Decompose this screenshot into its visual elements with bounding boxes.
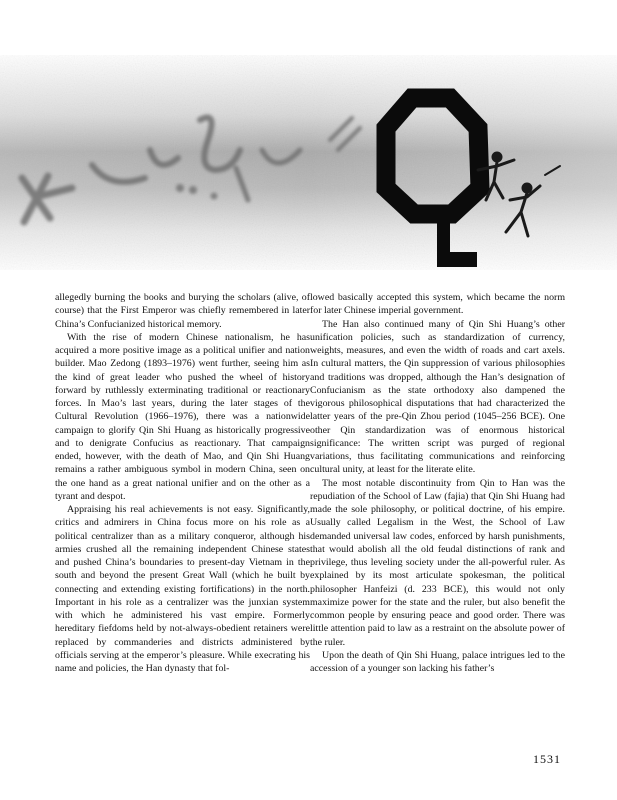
page-number: 1531 xyxy=(533,752,561,766)
paragraph: Appraising his real achievements is not easy. Significantly, critics and admirers in China focus more on his role as a political centralizer than as a military conqueror, although his armies crushed all the remaining independent Chinese states and pushed China’s boundaries to present-day Vietnam in the south and beyond the present Great Wall (which he built by connecting and extending existing fortifications) in the north. Important in his role as a centralizer was the junxian system with which he administered his vast empire. Formerly hereditary fiefdoms held by not-always-obedient retainers were replaced by commanderies and districts administered by officials serving at the emperor’s pleasure. While execrating his name and policies, the Han dynasty that fol- xyxy=(55,504,310,674)
paragraph: The most notable discontinuity from Qin to Han was the repudiation of the School of Law (fajia) that Qin Shi Huang had made the sole philosophy, or political doctrine, of his empire. Usually called Legalism in the West, the School of Law demanded universal law codes, enforced by harsh punishments, that would abolish all the old feudal distinctions of rank and privilege, thus leveling society under the all-powerful ruler. As explained by its most articulate spokesman, the political philosopher Hanfeizi (d. 233 BCE), this would not only maximize power for the state and the ruler, but also benefit the common people by ensuring peace and good order. There was little attention paid to law as a restraint on the absolute power of the ruler. xyxy=(310,477,565,648)
paragraph: lowed basically accepted this system, which became the norm for later Chinese imperial government. xyxy=(310,292,565,317)
header-banner-illustration xyxy=(0,0,617,272)
paragraph: The Han also continued many of Qin Shi Huang’s other unification policies, such as standardization of currency, weights, measures, and even the width of roads and cart axels. In cultural matters, the Qin suppression of various philosophies and traditions was dropped, although the Han’s designation of Confucianism as the state orthodoxy also dampened the vigorous philosophical disputations that had characterized the latter years of the pre-Qin Zhou period (1045–256 BCE). One other Qin standardization was of enormous historical significance: The written script was purged of regional variations, thus facilitating communications and reinforcing cultural unity, at least for the literate elite. xyxy=(310,318,565,476)
right-text-column xyxy=(310,291,565,675)
paragraph: allegedly burning the books and burying the scholars (alive, of course) that the First Emperor was chiefly remembered in later China’s Confucianized historical memory. xyxy=(55,292,310,330)
left-text-column xyxy=(55,291,310,675)
paragraph: With the rise of modern Chinese nationalism, he has acquired a more positive image as a political unifier and nation builder. Mao Zedong (1893–1976) went further, seeing him as the kind of great leader who pushed the wheel of history forward by ruthlessly exterminating traditional or reactionary forces. In Mao’s last years, during the later stages of the Cultural Revolution (1966–1976), there was a nationwide campaign to glorify Qin Shi Huang as historically progressive and to denigrate Confucius as reactionary. That campaign ended, however, with the death of Mao, and Qin Shi Huang remains a rather ambiguous symbol in modern China, seen on the one hand as a great national unifier and on the other as a tyrant and despot. xyxy=(55,331,310,502)
paragraph: Upon the death of Qin Shi Huang, palace intrigues led to the accession of a younger son lacking his father’s xyxy=(310,649,565,674)
